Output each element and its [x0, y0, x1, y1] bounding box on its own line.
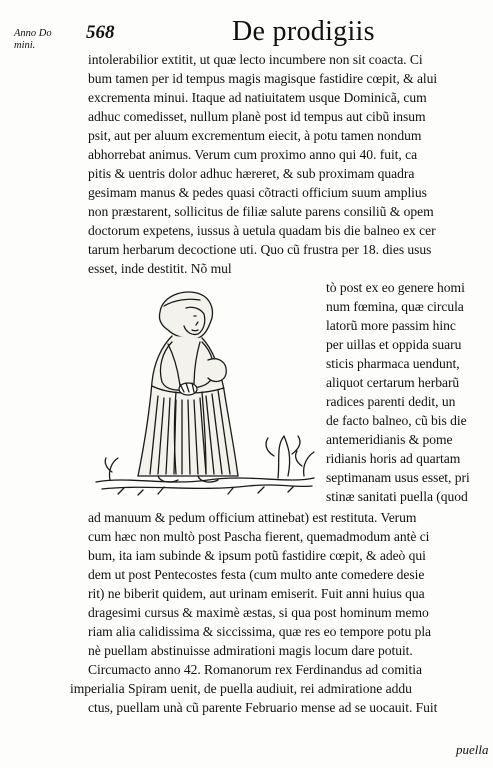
text-line: sticis pharmaca uendunt,: [326, 356, 460, 371]
margin-note: [14, 28, 52, 52]
text-line: psit, aut per aluum excrementum eiecit, à potu tamen nondum: [88, 128, 422, 143]
text-line: excrementa minui. Itaque ad natiuitatem usque Dominicã, cum: [88, 90, 427, 105]
text-line: per uillas et oppida suaru: [326, 337, 462, 352]
text-line: stinæ sanitati puella (quod: [326, 489, 468, 504]
text-line: num fœmina, quæ circula: [326, 299, 464, 314]
text-line: non præstarent, sollicitus de filiæ salute parens consiliũ & opem: [88, 204, 434, 219]
text-line: antemeridianis & pome: [326, 432, 453, 447]
text-line: pitis & uentris dolor adhuc hæreret, & sub proximam quadra: [88, 166, 415, 181]
text-line: Circumacto anno 42. Romanorum rex Ferdinandus ad comitia: [88, 662, 422, 677]
text-line: tarum herbarum decoctione uti. Quo cũ frustra per 18. dies usus: [88, 242, 432, 257]
text-line: tò post ex eo genere homi: [326, 280, 465, 295]
text-line: aliquot certarum herbarũ: [326, 375, 460, 390]
margin-note-line: mini.: [14, 40, 36, 51]
text-line: dragesimi cursus & maximè æstas, si qua post hominum memo: [88, 605, 429, 620]
text-line: ridianis horis ad quartam: [326, 451, 461, 466]
text-line: ctus, puellam unà cũ parente Februario mense ad se uocauit. Fuit: [88, 700, 438, 715]
text-line: esset, inde destitit. Nõ mul: [88, 261, 232, 276]
text-line: gesimam manus & pedes quasi cõtracti officium suum amplius: [88, 185, 427, 200]
text-line: bum, ita iam subinde & ipsum potũ fastidire cœpit, & adeò qui: [88, 548, 426, 563]
text-line: de facto balneo, cũ bis die: [326, 413, 467, 428]
text-line: cum hæc non multò post Pascha fierent, quemadmodum antè ci: [88, 529, 430, 544]
text-line: ad manuum & pedum officium attinebat) est restituta. Verum: [88, 510, 417, 525]
text-line: nè puellam abstinuisse admirationi magis locum dare potuit.: [88, 643, 413, 658]
catchword: puella: [456, 742, 489, 757]
running-head: De prodigiis: [232, 16, 375, 47]
text-line: bum tamen per id tempus magis magisque fastidire cœpit, & alui: [88, 71, 438, 86]
text-line: latorũ more passim hinc: [326, 318, 456, 333]
woodcut-woman-figure: [88, 286, 320, 498]
text-line: abhorrebat animus. Verum cum proximo anno qui 40. fuit, ca: [88, 147, 418, 162]
text-line: dem ut post Pentecostes festa (cum multo ante comedere desie: [88, 567, 425, 582]
text-line: radices parenti dedit, un: [326, 394, 456, 409]
text-line: intolerabilior extitit, ut quæ lecto incumbere non sit coacta. Ci: [88, 52, 423, 67]
text-line: doctorum expetens, iussus à uetula quadam bis die balneo ex cer: [88, 223, 436, 238]
text-line: adhuc comedisset, nullum planè post id tempus aut cibũ insum: [88, 109, 426, 124]
text-line: riam alia calidissima & siccissima, quæ res eo tempore potu pla: [88, 624, 432, 639]
text-line: rit) ne biberit quidem, aut urinam emiserit. Fuit anni huius qua: [88, 586, 425, 601]
margin-note-line: Anno Do: [14, 28, 52, 39]
text-line: septimanam usus esset, pri: [326, 470, 470, 485]
page-number: 568: [86, 22, 115, 43]
text-line: imperialia Spiram uenit, de puella audiuit, rei admiratione addu: [70, 681, 412, 696]
